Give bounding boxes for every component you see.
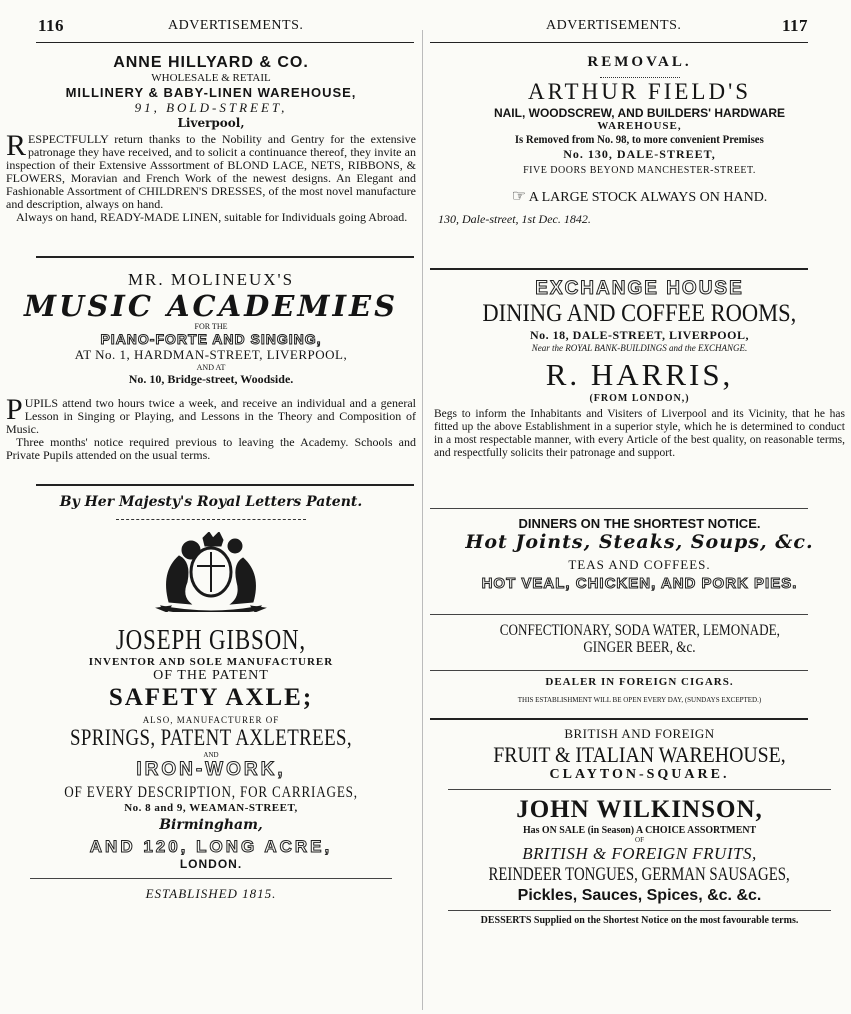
harris-dinners: DINNERS ON THE SHORTEST NOTICE. <box>518 516 761 531</box>
molineux-for-the: FOR THE <box>194 322 228 331</box>
gibson-of-the-patent: OF THE PATENT <box>153 668 269 683</box>
gibson-swash <box>116 513 306 520</box>
field-name: ARTHUR FIELD'S <box>527 79 752 104</box>
field-warehouse: WAREHOUSE, <box>597 120 682 132</box>
royal-crest-icon <box>151 532 271 612</box>
wilkinson-desserts: DESSERTS Supplied on the Shortest Notice on the most favourable terms. <box>480 915 799 926</box>
hand-pointer-icon: ☞ <box>511 188 527 205</box>
rule-harris-2 <box>430 614 808 615</box>
wilkinson-british: BRITISH AND FOREIGN <box>564 726 715 741</box>
wilkinson-fruit: FRUIT & ITALIAN WAREHOUSE, <box>493 742 786 767</box>
wilkinson-of: OF <box>635 836 644 844</box>
harris-veal: HOT VEAL, CHICKEN, AND PORK PIES. <box>481 575 798 592</box>
gibson-rule <box>30 878 392 879</box>
harris-confectionary: CONFECTIONARY, SODA WATER, LEMONADE, <box>499 622 780 639</box>
hillyard-address: 91, BOLD-STREET, <box>134 100 288 115</box>
rule-harris-1 <box>430 508 808 509</box>
gibson-every: OF EVERY DESCRIPTION, FOR CARRIAGES, <box>64 784 358 801</box>
ad-harris-menu <box>428 516 851 592</box>
ad-field <box>428 54 851 227</box>
page-number-right: 117 <box>782 16 809 35</box>
hillyard-body2: Always on hand, READY-MADE LINEN, suitable for Individuals going Abroad. <box>16 210 408 224</box>
molineux-subject: PIANO-FORTE AND SINGING, <box>100 331 322 347</box>
molineux-body: PUPILS attend two hours twice a week, and receive an individual and a general Lesson in Singing or Playing, and Lessons in the Theory and Composition of Music. <box>6 393 416 436</box>
harris-rooms: DINING AND COFFEE ROOMS, <box>482 300 797 327</box>
harris-body: Begs to inform the Inhabitants and Visiters of Liverpool and its Vicinity, that he has fitted up the above Establishment in a superior style, which he is determined to conduct in a most respectable manner, with every Article of the best quality, on reasonable terms, and respectfully solicits their patronage and support. <box>434 408 845 459</box>
field-stock: ☞ A LARGE STOCK ALWAYS ON HAND. <box>511 188 768 205</box>
field-removal: REMOVAL. <box>587 54 692 70</box>
rule-after-field <box>430 268 808 270</box>
running-head-left-title: ADVERTISEMENTS. <box>168 18 304 33</box>
field-address: No. 130, DALE-STREET, <box>563 147 716 161</box>
ad-harris-cigars <box>428 676 851 704</box>
royal-crest <box>151 532 271 612</box>
ad-wilkinson <box>428 726 851 926</box>
harris-open: THIS ESTABLISHMENT WILL BE OPEN EVERY DAY, (SUNDAYS EXCEPTED.) <box>517 696 762 704</box>
ad-molineux <box>0 270 422 462</box>
harris-name: R. HARRIS, <box>545 357 734 392</box>
hillyard-name: ANNE HILLYARD & CO. <box>113 54 309 71</box>
molineux-body2: Three months' notice required previous to leaving the Academy. Schools and Private Pupils attended on the usual terms. <box>6 435 416 462</box>
hillyard-trade: WHOLESALE & RETAIL <box>151 72 271 84</box>
molineux-title: MR. MOLINEUX'S <box>127 270 295 289</box>
gibson-product: SAFETY AXLE; <box>108 684 314 711</box>
field-trade: NAIL, WOODSCREW, AND BUILDERS' HARDWARE <box>493 106 786 120</box>
molineux-dropcap: P <box>6 393 23 426</box>
wilkinson-square: CLAYTON-SQUARE. <box>549 767 730 782</box>
wilkinson-rule-2 <box>448 910 831 911</box>
wilkinson-pickles: Pickles, Sauces, Spices, &c. &c. <box>517 887 762 904</box>
gibson-patent: By Her Majesty's Royal Letters Patent. <box>59 494 363 510</box>
molineux-heading: MUSIC ACADEMIES <box>23 289 399 323</box>
gibson-city: Birmingham, <box>159 817 263 833</box>
field-swash <box>600 72 680 78</box>
gibson-springs: SPRINGS, PATENT AXLETREES, <box>69 725 353 750</box>
gibson-name: JOSEPH GIBSON, <box>115 625 307 656</box>
harris-address: No. 18, DALE-STREET, LIVERPOOL, <box>530 328 749 342</box>
running-head-right-title: ADVERTISEMENTS. <box>546 18 682 33</box>
hillyard-city: Liverpool, <box>177 116 245 130</box>
gibson-london-address: AND 120, LONG ACRE, <box>89 837 333 856</box>
molineux-address2: No. 10, Bridge-street, Woodside. <box>128 372 294 386</box>
gibson-also: ALSO, MANUFACTURER OF <box>142 715 280 725</box>
left-page <box>0 0 422 1014</box>
harris-from: (FROM LONDON,) <box>589 393 690 404</box>
ad-hillyard <box>0 54 422 224</box>
gibson-established: ESTABLISHED 1815. <box>145 886 277 901</box>
harris-joints: Hot Joints, Steaks, Soups, &c. <box>465 531 814 553</box>
gibson-address: No. 8 and 9, WEAMAN-STREET, <box>124 802 298 814</box>
hillyard-warehouse: MILLINERY & BABY-LINEN WAREHOUSE, <box>65 85 357 100</box>
wilkinson-rule <box>448 789 831 790</box>
right-page <box>428 0 851 1014</box>
harris-cigars: DEALER IN FOREIGN CIGARS. <box>545 676 734 688</box>
field-doors: FIVE DOORS BEYOND MANCHESTER-STREET. <box>523 165 756 176</box>
harris-house: EXCHANGE HOUSE <box>535 278 744 299</box>
page-number-left: 116 <box>38 16 65 35</box>
gibson-role: INVENTOR AND SOLE MANUFACTURER <box>88 656 334 668</box>
ad-harris-confectionary <box>428 622 851 656</box>
gibson-and: AND <box>203 751 219 759</box>
ad-harris <box>428 278 851 460</box>
molineux-address1: AT No. 1, HARDMAN-STREET, LIVERPOOL, <box>74 347 348 362</box>
rule-after-molineux <box>36 484 414 486</box>
rule-after-harris <box>430 718 808 720</box>
page-gutter <box>422 30 423 1010</box>
hillyard-dropcap: R <box>6 129 27 162</box>
harris-near: Near the ROYAL BANK-BUILDINGS and the EXCHANGE. <box>531 343 748 353</box>
harris-teas: TEAS AND COFFEES. <box>568 557 711 572</box>
wilkinson-fruits: BRITISH & FOREIGN FRUITS, <box>522 844 757 863</box>
wilkinson-sale: Has ON SALE (in Season) A CHOICE ASSORTMENT <box>522 824 757 836</box>
wilkinson-name: JOHN WILKINSON, <box>516 796 763 823</box>
harris-ginger: GINGER BEER, &c. <box>583 639 696 656</box>
wilkinson-reindeer: REINDEER TONGUES, GERMAN SAUSAGES, <box>488 864 791 885</box>
ad-gibson <box>0 494 422 902</box>
crest-motto: DIEU ET MON DROIT <box>191 602 231 607</box>
gibson-ironwork: IRON-WORK, <box>136 759 286 780</box>
rule-harris-3 <box>430 670 808 671</box>
rule-after-hillyard <box>36 256 414 258</box>
molineux-and-at: AND AT <box>196 363 226 372</box>
field-date: 130, Dale-street, 1st Dec. 1842. <box>438 212 591 226</box>
hillyard-body: RESPECTFULLY return thanks to the Nobility and Gentry for the extensive patronage they have received, and to solicit a continuance thereof, they invite an inspection of their Extensive Asssortment of BLOND LACE, NETS, RIBBONS, & FLOWERS, Moravian and French Work of the newest designs. An Elegant and Fashionable Assortment of CHILDREN'S DRESSES, of the most novel manufacture and description, always on hand. <box>6 129 416 211</box>
gibson-london: LONDON. <box>179 857 243 871</box>
field-moved: Is Removed from No. 98, to more convenient Premises <box>515 132 764 146</box>
